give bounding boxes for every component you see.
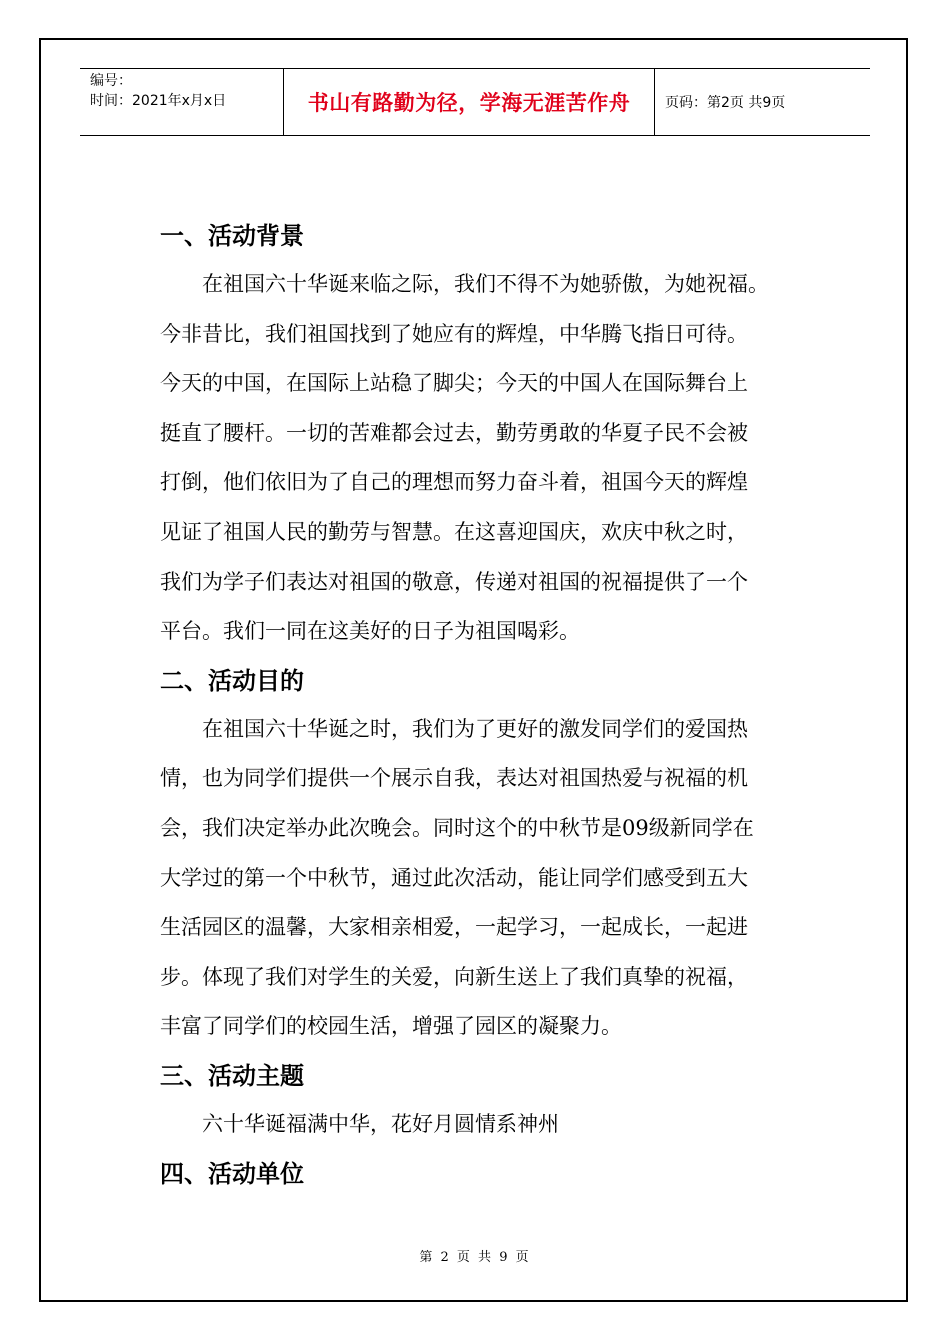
section-heading-background: 一、活动背景: [160, 222, 304, 250]
header-motto: 书山有路勤为径，学海无涯苦作舟: [283, 69, 655, 135]
section-paragraph-theme: 六十华诞福满中华，花好月圆情系神州: [202, 1111, 559, 1136]
section-paragraph-purpose: 在祖国六十华诞之时，我们为了更好的激发同学们的爱国热 情，也为同学们提供一个展示自我，表达对祖国热爱与祝福的机 会，我们决定举办此次晚会。同时这个的中秋节是09级新同学在 大学过的第一个中秋节，通过此次活动，能让同学们感受到五大 生活园区的温馨，大家相亲相爱，一起学习，一起成长，一起进 步。体现了我们对学生的关爱，向新生送上了我们真挚的祝福， 丰富了同学们的校园生活，增强了园区的凝聚力。: [160, 716, 754, 1039]
page-header: [80, 68, 870, 136]
header-meta: [80, 69, 283, 135]
page-footer: 第 2 页 共 9 页: [419, 1250, 531, 1265]
section-heading-purpose: 二、活动目的: [160, 666, 304, 695]
section-paragraph-background: 在祖国六十华诞来临之际，我们不得不为她骄傲，为她祝福。 今非昔比，我们祖国找到了她应有的辉煌，中华腾飞指日可待。 今天的中国，在国际上站稳了脚尖；今天的中国人在国际舞台上 挺直了腰杆。一切的苦难都会过去，勤劳勇敢的华夏子民不会被 打倒，他们依旧为了自己的理想而努力奋斗着，祖国今天的辉煌 见证了祖国人民的勤劳与智慧。在这喜迎国庆，欢庆中秋之时， 我们为学子们表达对祖国的敬意，传递对祖国的祝福提供了一个 平台。我们一同在这美好的日子为祖国喝彩。: [160, 272, 769, 644]
document-number: 编号：: [90, 73, 132, 89]
section-heading-organizer: 四、活动单位: [160, 1159, 304, 1188]
document-date: 时间：2021年x月x日: [90, 93, 227, 109]
document-body: [160, 212, 810, 1198]
header-page-info: 页码：第2页 共9页: [665, 95, 786, 111]
section-heading-theme: 三、活动主题: [160, 1061, 304, 1090]
